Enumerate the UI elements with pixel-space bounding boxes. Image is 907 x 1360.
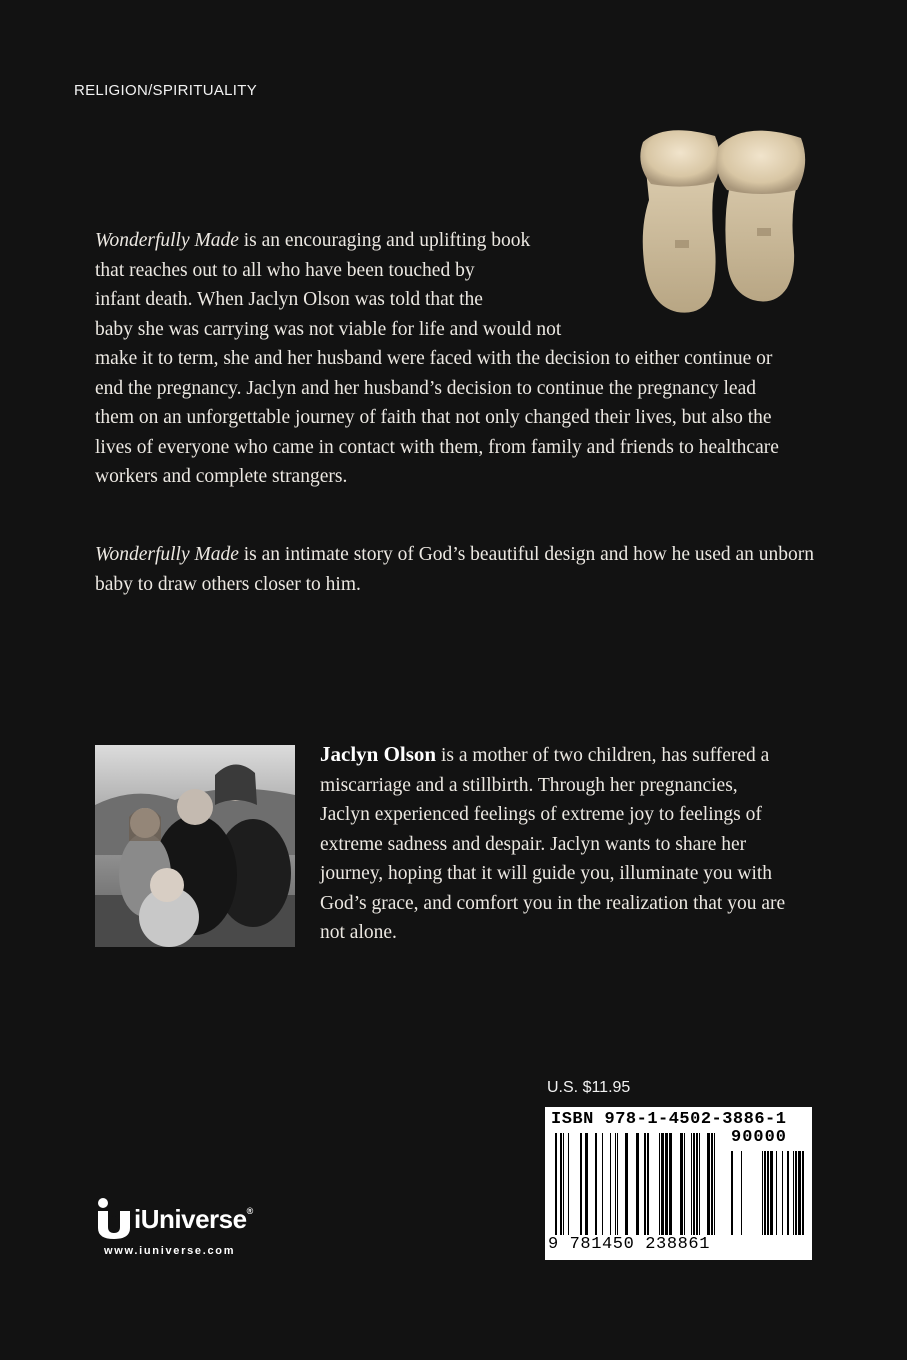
barcode-bar (741, 1151, 742, 1235)
barcode-bar (560, 1133, 562, 1235)
barcode-bar (762, 1151, 763, 1235)
barcode-bar (691, 1133, 692, 1235)
barcode-bar (659, 1133, 660, 1235)
book-summary: Wonderfully Made is an intimate story of God’s beautiful design and how he used an unborn baby to draw others closer to him. (95, 544, 815, 595)
barcode-bar (714, 1133, 715, 1235)
barcode-bar (795, 1151, 797, 1235)
barcode-bar (696, 1133, 698, 1235)
barcode-bar (595, 1133, 597, 1235)
publisher-block (94, 1195, 294, 1265)
author-name: Jaclyn Olson (320, 742, 437, 766)
barcode-bar (767, 1151, 769, 1235)
barcode-bar (644, 1133, 646, 1235)
title-italic: Wonderfully Made (95, 230, 239, 251)
barcode-bar (636, 1133, 639, 1235)
price-addon-code: 90000 (731, 1128, 788, 1147)
barcode-bar (625, 1133, 628, 1235)
barcode-bar (669, 1133, 672, 1235)
publisher-url: www.iuniverse.com (104, 1245, 236, 1257)
title-italic: Wonderfully Made (95, 544, 239, 565)
iuniverse-logo-icon (94, 1195, 134, 1241)
barcode-bar (610, 1133, 611, 1235)
barcode-bar (793, 1151, 794, 1235)
barcode-bar (787, 1151, 789, 1235)
barcode-bar (585, 1133, 588, 1235)
category-label: RELIGION/SPIRITUALITY (74, 82, 258, 99)
author-family-photo (95, 745, 295, 947)
barcode-bar (602, 1133, 603, 1235)
barcode-bar (764, 1151, 766, 1235)
barcode-bar (563, 1133, 564, 1235)
barcode-bar (802, 1151, 804, 1235)
barcode-bar (770, 1151, 773, 1235)
barcode-bar (555, 1133, 557, 1235)
barcode-bar (580, 1133, 582, 1235)
barcode-bar (665, 1133, 668, 1235)
barcode-bar (615, 1133, 616, 1235)
barcode-bar (693, 1133, 695, 1235)
barcode-bar (568, 1133, 569, 1235)
author-bio: Jaclyn Olson is a mother of two children, has suffered a miscarriage and a stillbirth. Through her pregnancies, Jaclyn experienced feelings of extreme joy to feelings of extreme sadness and despair. Jaclyn wants to share her journey, hoping that it will guide you, illuminate you with God’s grace, and comfort you in the realization that you are not alone. (320, 742, 786, 943)
price-label: U.S. $11.95 (547, 1079, 631, 1096)
barcode-bar (798, 1151, 801, 1235)
barcode-bar (617, 1133, 618, 1235)
barcode-bar (684, 1133, 685, 1235)
ean-digits: 9 781450 238861 (548, 1235, 711, 1254)
barcode-bar (776, 1151, 777, 1235)
barcode-bar (647, 1133, 649, 1235)
barcode-bar (782, 1151, 783, 1235)
isbn-number: ISBN 978-1-4502-3886-1 (551, 1110, 787, 1129)
barcode-bar (707, 1133, 710, 1235)
barcode-bar (699, 1133, 700, 1235)
barcode-bar (711, 1133, 713, 1235)
barcode-bar (731, 1151, 733, 1235)
isbn-barcode (545, 1107, 812, 1260)
book-description: Wonderfully Made is an encouraging and uplifting book that reaches out to all who have been touched by infant death. When Jaclyn Olson was told that the baby she was carrying was not viable for life and would not make it to term, she and her husband were faced with the decision to either continue or end the pregnancy. Jaclyn and her husband’s decision to continue the pregnancy lead them on an unforgettable journey of faith that not only changed their lives, but also the lives of everyone who came in contact with them, from family and friends to healthcare workers and complete strangers. (95, 230, 779, 487)
publisher-name: iUniverse® (134, 1204, 253, 1234)
barcode-bar (680, 1133, 683, 1235)
barcode-bar (661, 1133, 664, 1235)
